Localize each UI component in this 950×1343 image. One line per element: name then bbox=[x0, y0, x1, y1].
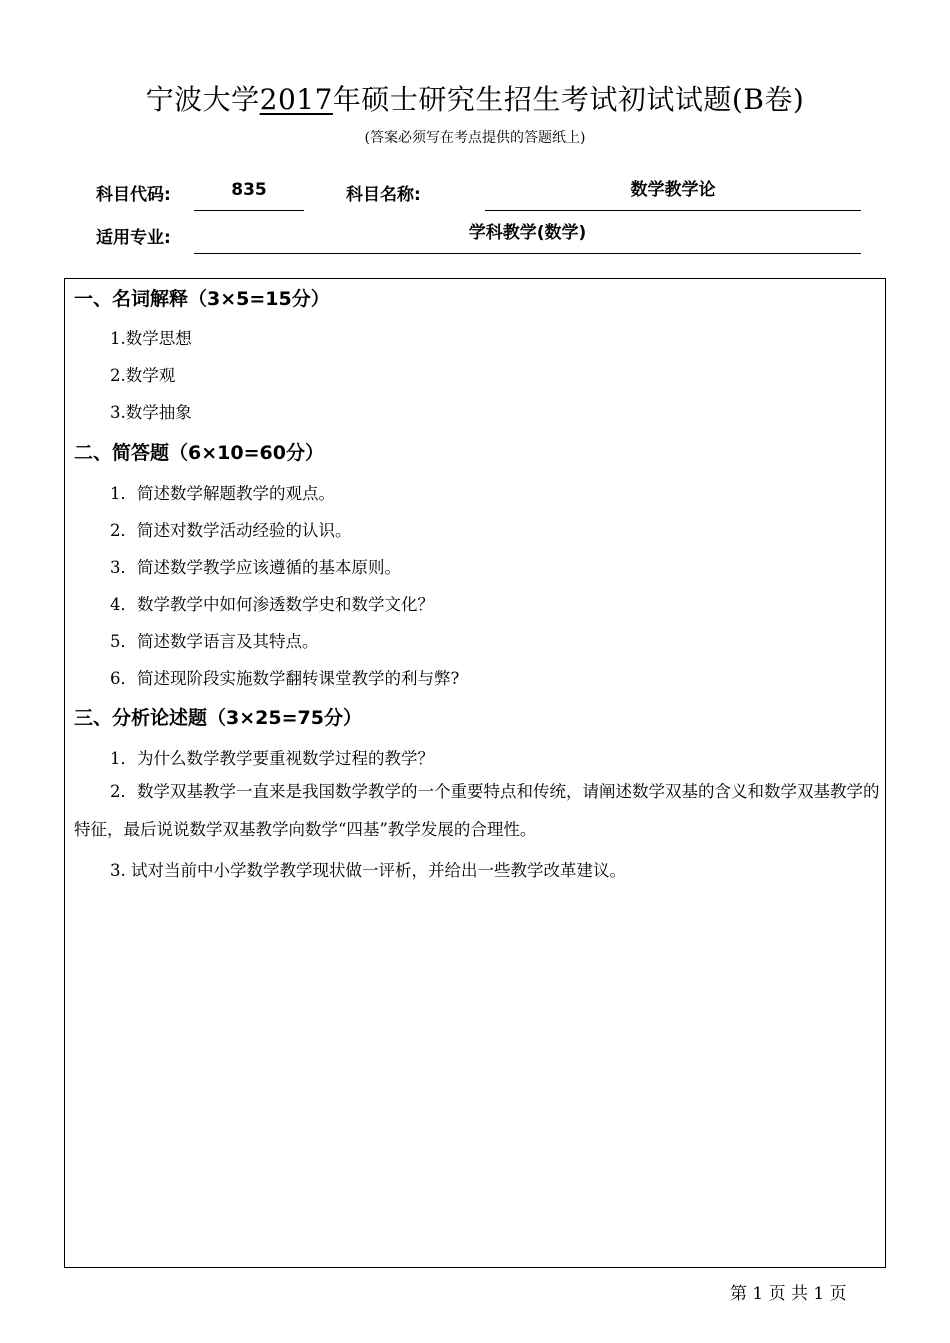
answer-note: (答案必须写在考点提供的答题纸上) bbox=[364, 130, 586, 146]
subject-name-label: 科目名称: bbox=[346, 185, 421, 205]
list-item: 3．简述数学教学应该遵循的基本原则。 bbox=[110, 558, 401, 577]
subject-code-value: 835 bbox=[194, 176, 304, 211]
exam-title bbox=[0, 78, 950, 118]
page-number: 第 1 页 共 1 页 bbox=[730, 1284, 847, 1304]
list-item: 2．数学双基教学一直来是我国数学教学的一个重要特点和传统，请阐述数学双基的含义和数学双基教学的特征，最后说说数学双基教学向数学“四基”教学发展的合理性。 bbox=[74, 782, 880, 839]
list-item: 2．简述对数学活动经验的认识。 bbox=[110, 521, 352, 540]
section-heading-essay: 三、分析论述题（3×25=75分） bbox=[74, 707, 362, 729]
list-item: 2.数学观 bbox=[110, 366, 176, 385]
list-item: 1．简述数学解题教学的观点。 bbox=[110, 484, 335, 503]
subject-code-label: 科目代码: bbox=[96, 185, 171, 205]
list-item: 1.数学思想 bbox=[110, 329, 192, 348]
list-item: 3. 试对当前中小学数学教学现状做一评析，并给出一些教学改革建议。 bbox=[110, 861, 626, 880]
title-year: 2017 bbox=[259, 83, 333, 116]
list-item: 6．简述现阶段实施数学翻转课堂教学的利与弊? bbox=[110, 669, 460, 688]
title-suffix: 年硕士研究生招生考试初试试题(B卷) bbox=[332, 83, 805, 116]
list-item: 3.数学抽象 bbox=[110, 403, 192, 422]
major-label: 适用专业: bbox=[96, 228, 171, 248]
list-item: 1．为什么数学教学要重视数学过程的教学？ bbox=[110, 749, 434, 768]
list-item: 5．简述数学语言及其特点。 bbox=[110, 632, 319, 651]
major-value: 学科教学(数学) bbox=[194, 219, 861, 254]
section-heading-short-answer: 二、简答题（6×10=60分） bbox=[74, 442, 324, 464]
section-heading-definitions: 一、名词解释（3×5=15分） bbox=[74, 288, 330, 310]
title-prefix: 宁波大学 bbox=[145, 83, 260, 116]
list-item: 4．数学教学中如何渗透数学史和数学文化？ bbox=[110, 595, 434, 614]
subject-name-value: 数学教学论 bbox=[485, 176, 861, 211]
